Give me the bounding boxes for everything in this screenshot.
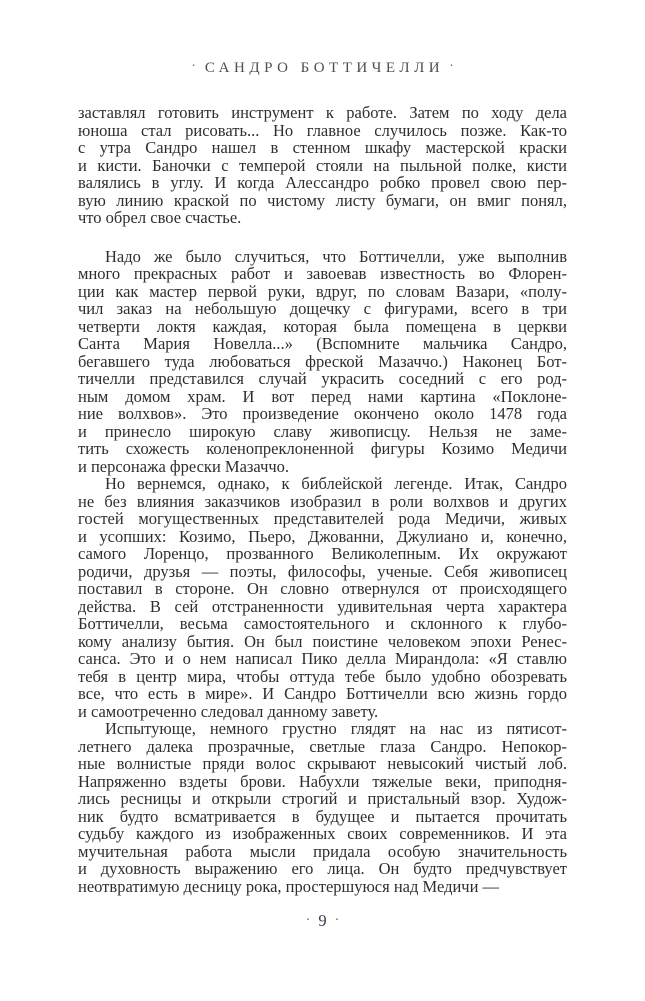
text-line: ные волнистые пряди волос скрывают невысокий чистый лоб. <box>78 754 567 773</box>
text-line: Санта Мария Новелла...» (Вспомните мальчика Сандро, <box>78 334 567 353</box>
text-line: и принесло широкую славу живописцу. Нельзя не заме- <box>78 421 567 441</box>
text-line: тить схожесть коленопреклоненной фигуры Козимо Медичи <box>78 439 567 458</box>
text-line: Надо же было случиться, что Боттичелли, уже выполнив <box>105 246 567 266</box>
text-line: что обрел свое счастье. <box>78 208 242 227</box>
text-line: судьбу каждого из изображенных своих современников. И эта <box>78 824 567 843</box>
text-line: гостей могущественных представителей рода Медичи, живых <box>78 509 567 528</box>
text-line: кому анализу бытия. Он был поистине человеком эпохи Ренес- <box>78 631 567 651</box>
paragraph <box>78 475 567 720</box>
text-line: вую линию краской по чистому листу бумаги, он вмиг понял, <box>78 190 567 210</box>
text-line: ным домом храм. И вот перед нами картина «Поклоне- <box>78 386 567 406</box>
text-line: чил заказ на небольшую дощечку с фигурами, всего в три <box>78 299 567 318</box>
text-line: и персонажа фрески Мазаччо. <box>78 456 290 476</box>
text-line: валялись в углу. И когда Алессандро робко провел свою пер- <box>78 173 567 192</box>
text-line: Но вернемся, однако, к библейской легенде. Итак, Сандро <box>105 474 567 493</box>
text-line: юноша стал рисовать... Но главное случилось позже. Как-то <box>78 120 567 140</box>
text-line: самого Лоренцо, прозванного Великолепным. Их окружают <box>78 544 567 563</box>
text-line: много прекрасных работ и завоевав известность во Флорен- <box>78 264 567 283</box>
text-line: все, что есть в мире». И Сандро Боттичелли всю жизнь гордо <box>78 684 567 703</box>
text-line: лись ресницы и открыли строгий и пристальный взор. Худож- <box>78 789 567 808</box>
text-line: поставил в стороне. Он словно отвернулся от происходящего <box>78 579 567 598</box>
text-line: Испытующе, немного грустно глядят на нас из пятисот- <box>105 719 567 738</box>
folio <box>0 911 645 931</box>
page-number: 9 <box>318 911 327 930</box>
text-line: и самоотреченно следовал данному завету. <box>78 701 379 721</box>
text-line: тичелли представился случай украсить соседний с его род- <box>78 369 567 388</box>
text-line: действа. В сей отстраненности удивительная черта характера <box>78 596 567 616</box>
text-line: летнего далека прозрачные, светлые глаза Сандро. Непокор- <box>78 736 567 756</box>
paragraph <box>78 248 567 476</box>
text-line: санса. Это и о нем написал Пико делла Мирандола: «Я ставлю <box>78 649 567 668</box>
text-line: мучительная работа мысли придала особую значительность <box>78 841 567 861</box>
text-line: ние волхвов». Это произведение окончено около 1478 года <box>78 404 567 423</box>
text-line: четверти локтя каждая, которая была помещена в церкви <box>78 316 567 336</box>
body-text <box>78 104 567 895</box>
paragraph <box>78 720 567 895</box>
running-head <box>0 60 645 77</box>
chapter-title: САНДРО БОТТИЧЕЛЛИ <box>204 60 445 76</box>
text-line: и усопших: Козимо, Пьеро, Джованни, Джулиано и, конечно, <box>78 526 567 546</box>
text-line: Напряженно вздеты брови. Набухли тяжелые веки, приподня- <box>78 771 567 791</box>
folio-decor-dot-left: · <box>305 913 311 928</box>
text-line: Боттичелли, весьма самостоятельного и склонного к глубо- <box>78 614 567 633</box>
text-line: тебя в центр мира, чтобы оттуда тебе было удобно обозревать <box>78 666 567 686</box>
header-decor-dot-right: · <box>449 59 454 74</box>
text-line: с утра Сандро нашел в стенном шкафу мастерской краски <box>78 138 567 157</box>
text-line: родичи, друзья — поэты, философы, ученые. Себя живописец <box>78 561 567 581</box>
text-line: и духовность выражению его лица. Он будто предчувствует <box>78 859 567 878</box>
text-line: неотвратимую десницу рока, простершуюся над Медичи — <box>78 876 500 896</box>
folio-decor-dot-right: · <box>334 913 340 928</box>
paragraph <box>78 104 567 227</box>
text-line: заставлял готовить инструмент к работе. Затем по ходу дела <box>78 103 567 122</box>
text-line: ник будто всматривается в будущее и пытается прочитать <box>78 806 567 826</box>
text-line: и кисти. Баночки с темперой стояли на пыльной полке, кисти <box>78 155 567 175</box>
text-line: бегавшего туда любоваться фреской Мазаччо.) Наконец Бот- <box>78 351 567 371</box>
text-line: ции как мастер первой руки, вдруг, по словам Вазари, «полу- <box>78 281 567 301</box>
header-decor-dot-left: · <box>191 59 196 74</box>
text-line: не без влияния заказчиков изобразил в роли волхвов и других <box>78 491 567 511</box>
